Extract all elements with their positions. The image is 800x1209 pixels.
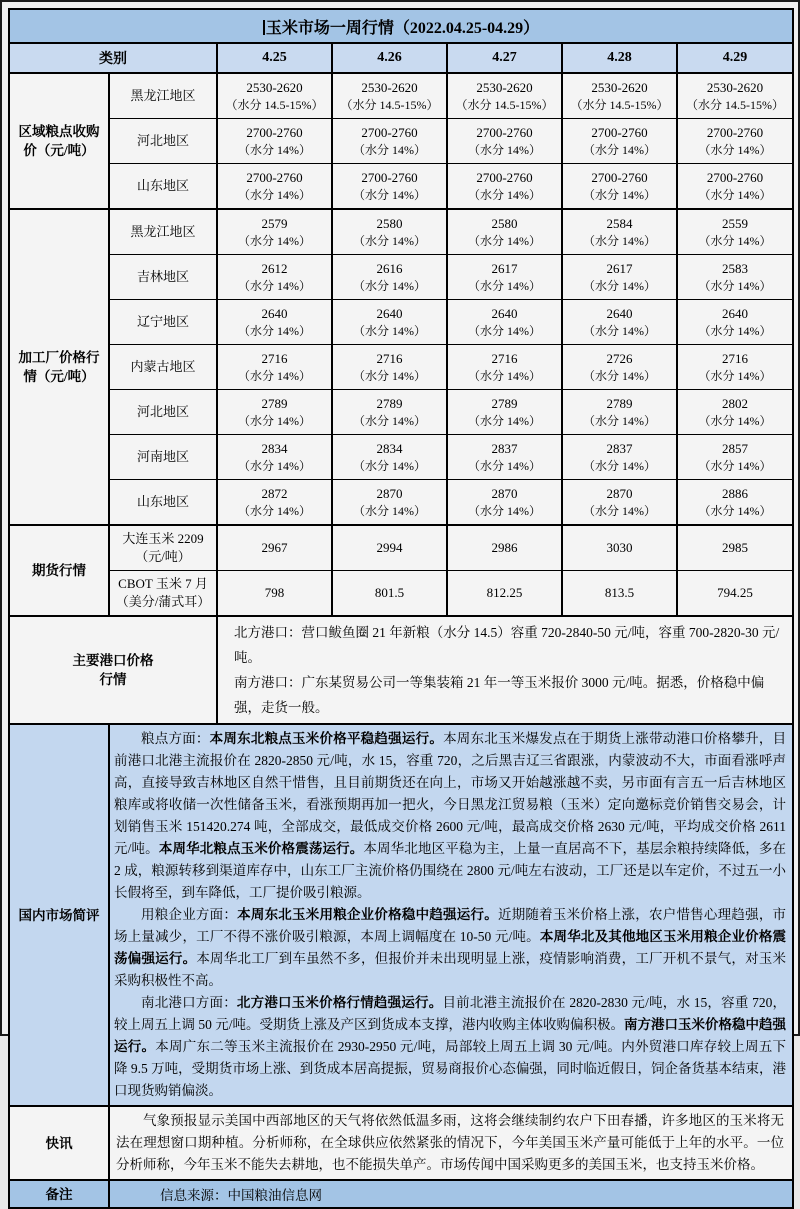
row-label: 河北地区	[109, 119, 217, 164]
row-label: 河南地区	[109, 435, 217, 480]
price-cell	[677, 571, 793, 617]
price-value: 2716	[722, 350, 749, 366]
price-cell	[217, 119, 332, 164]
price-cell	[562, 480, 677, 526]
row-label: 吉林地区	[109, 255, 217, 300]
price-value: 2985	[722, 540, 749, 555]
price-cell	[332, 164, 447, 210]
price-cell	[677, 164, 793, 210]
price-value: 2834	[261, 440, 288, 456]
price-value: 2612	[261, 260, 288, 276]
price-cell	[332, 435, 447, 480]
news-content-cell	[109, 1106, 793, 1180]
price-cell	[562, 390, 677, 435]
price-cell	[562, 525, 677, 571]
price-cell	[562, 571, 677, 617]
moisture-note: （水分 14%）	[468, 503, 541, 518]
moisture-note: （水分 14%）	[353, 368, 426, 383]
page-title-cell	[9, 9, 793, 43]
price-value: 2530-2620	[246, 79, 303, 95]
price-value: 2789	[261, 395, 288, 411]
moisture-note: （水分 14%）	[698, 368, 772, 383]
date-header: 4.25	[217, 43, 332, 73]
price-cell	[677, 435, 793, 480]
table-row	[9, 255, 793, 300]
price-value: 2716	[491, 350, 518, 366]
row-label: 黑龙江地区	[109, 209, 217, 255]
price-cell	[217, 209, 332, 255]
moisture-note: （水分 14.5-15%）	[340, 97, 439, 112]
row-label: 黑龙江地区	[109, 73, 217, 119]
moisture-note: （水分 14%）	[238, 233, 311, 248]
date-header: 4.27	[447, 43, 562, 73]
table-row	[9, 435, 793, 480]
price-value: 2584	[606, 215, 633, 231]
price-value: 3030	[606, 540, 633, 555]
table-row	[9, 571, 793, 617]
price-cell	[447, 525, 562, 571]
row-label: CBOT 玉米 7 月（美分/蒲式耳）	[109, 571, 217, 617]
moisture-note: （水分 14%）	[698, 278, 772, 293]
section-label: 加工厂价格行情（元/吨）	[9, 209, 109, 525]
corn-weekly-price-table	[8, 8, 794, 1209]
price-cell	[332, 119, 447, 164]
price-value: 2700-2760	[706, 169, 764, 185]
price-value: 2580	[376, 215, 403, 231]
date-header: 4.26	[332, 43, 447, 73]
remark-content-cell	[109, 1180, 793, 1208]
moisture-note: （水分 14%）	[238, 503, 311, 518]
price-cell	[217, 571, 332, 617]
review-paragraphs	[114, 728, 786, 1102]
price-cell	[332, 255, 447, 300]
moisture-note: （水分 14%）	[583, 503, 656, 518]
price-value: 2870	[376, 485, 403, 501]
moisture-note: （水分 14%）	[238, 458, 311, 473]
table-row	[9, 345, 793, 390]
price-value: 2700-2760	[591, 124, 648, 140]
price-cell	[332, 571, 447, 617]
price-cell	[217, 300, 332, 345]
price-cell	[447, 571, 562, 617]
port-lines	[220, 618, 790, 722]
price-cell	[562, 435, 677, 480]
moisture-note: （水分 14%）	[238, 187, 311, 202]
moisture-note: （水分 14%）	[353, 233, 426, 248]
moisture-note: （水分 14%）	[583, 368, 656, 383]
review-section-label: 国内市场简评	[9, 724, 109, 1106]
moisture-note: （水分 14%）	[583, 458, 656, 473]
port-price-row	[9, 616, 793, 724]
moisture-note: （水分 14%）	[353, 503, 426, 518]
price-cell	[447, 300, 562, 345]
section-label: 期货行情	[9, 525, 109, 616]
price-cell	[447, 390, 562, 435]
moisture-note: （水分 14%）	[583, 323, 656, 338]
price-value: 2700-2760	[476, 124, 533, 140]
review-paragraph: 用粮企业方面：本周东北玉米用粮企业价格稳中趋强运行。近期随着玉米价格上涨，农户惜售心理趋强，市场上量减少，工厂不得不涨价吸引粮源，本周上调幅度在 10-50 元/吨。本周华北及其他地区玉米用粮企业价格震荡偏强运行。本周华北工厂到车虽然不多，但报价并未出现明显上涨，疫情影响消费，工厂开机不景气，对玉米采购积极性不高。	[114, 907, 787, 988]
moisture-note: （水分 14%）	[353, 142, 426, 157]
price-value: 2580	[491, 215, 518, 231]
price-cell	[447, 119, 562, 164]
review-paragraph: 粮点方面：本周东北粮点玉米价格平稳趋强运行。本周东北玉米爆发点在于期货上涨带动港口价格攀升，目前港口北港主流报价在 2820-2850 元/吨，水 15，容重 720，之后黑吉辽三省跟涨，内蒙波动不大，市面看涨呼声高，直接导致吉林地区自然干惜售，且目前期货还在向上，市场又开始越涨越不卖，另市面有言五一后吉林地区粮库或将收储一次性储备玉米，看涨预期再加一把火，今日黑龙江贸易粮（玉米）定向邀标竞价销售交易会，计划销售玉米 151420.274 吨，全部成交，最低成交价格 2600 元/吨，最高成交价格 2630 元/吨，平均成交价格 2611 元/吨。本周华北粮点玉米价格震荡运行。本周华北地区平稳为主，上量一直居高不下，基层余粮持续降低，多在 2 成，粮源转移到渠道库存中，山东工厂主流价格仍围绕在 2800 元/吨左右波动，工厂还是以车定价，不过五一小长假将至，到车降低，工厂提价吸引粮源。	[114, 731, 787, 900]
remark-row	[9, 1180, 793, 1208]
moisture-note: （水分 14%）	[698, 413, 772, 428]
price-cell	[677, 209, 793, 255]
price-value: 2986	[491, 540, 518, 555]
moisture-note: （水分 14.5-15%）	[570, 97, 669, 112]
price-value: 2583	[722, 260, 749, 276]
moisture-note: （水分 14%）	[698, 458, 772, 473]
row-label: 山东地区	[109, 164, 217, 210]
price-value: 2802	[722, 395, 749, 411]
price-cell	[562, 164, 677, 210]
price-cell	[447, 480, 562, 526]
table-row	[9, 480, 793, 526]
price-value: 2700-2760	[246, 169, 303, 185]
price-cell	[447, 164, 562, 210]
price-value: 2834	[376, 440, 403, 456]
moisture-note: （水分 14%）	[353, 278, 426, 293]
moisture-note: （水分 14%）	[238, 368, 311, 383]
price-value: 2700-2760	[361, 169, 418, 185]
moisture-note: （水分 14%）	[583, 233, 656, 248]
table-row	[9, 164, 793, 210]
moisture-note: （水分 14%）	[353, 458, 426, 473]
price-cell	[677, 390, 793, 435]
date-header: 4.29	[677, 43, 793, 73]
price-value: 2700-2760	[476, 169, 533, 185]
price-value: 812.25	[486, 585, 523, 600]
price-cell	[332, 73, 447, 119]
price-value: 2789	[606, 395, 633, 411]
row-label: 内蒙古地区	[109, 345, 217, 390]
moisture-note: （水分 14%）	[583, 413, 656, 428]
price-cell	[677, 73, 793, 119]
price-value: 2789	[376, 395, 403, 411]
price-value: 2640	[261, 305, 288, 321]
moisture-note: （水分 14%）	[468, 458, 541, 473]
table-row	[9, 209, 793, 255]
review-content-cell	[109, 724, 793, 1106]
port-line: 南方港口：广东某贸易公司一等集装箱 21 年一等玉米报价 3000 元/吨。据悉，价格稳中偏强，走货一般。	[234, 675, 765, 715]
moisture-note: （水分 14%）	[353, 187, 426, 202]
news-section-label: 快讯	[9, 1106, 109, 1180]
price-cell	[217, 480, 332, 526]
price-cell	[447, 209, 562, 255]
moisture-note: （水分 14%）	[468, 323, 541, 338]
price-cell	[562, 209, 677, 255]
price-value: 2726	[606, 350, 633, 366]
moisture-note: （水分 14%）	[698, 142, 772, 157]
price-cell	[447, 435, 562, 480]
moisture-note: （水分 14.5-15%）	[225, 97, 324, 112]
price-value: 2700-2760	[706, 124, 764, 140]
date-header: 4.28	[562, 43, 677, 73]
price-cell	[332, 345, 447, 390]
price-value: 2857	[722, 440, 749, 456]
price-cell	[332, 209, 447, 255]
price-cell	[562, 345, 677, 390]
moisture-note: （水分 14%）	[698, 503, 772, 518]
price-value: 2640	[722, 305, 749, 321]
port-section-label: 主要港口价格行情	[9, 616, 217, 724]
price-cell	[217, 73, 332, 119]
price-value: 2640	[376, 305, 403, 321]
price-cell	[677, 345, 793, 390]
price-value: 2837	[606, 440, 633, 456]
price-cell	[562, 255, 677, 300]
price-cell	[217, 390, 332, 435]
price-value: 2530-2620	[361, 79, 418, 95]
price-value: 2700-2760	[246, 124, 303, 140]
price-value: 2617	[491, 260, 518, 276]
price-cell	[217, 435, 332, 480]
moisture-note: （水分 14%）	[468, 413, 541, 428]
price-value: 2616	[376, 260, 403, 276]
moisture-note: （水分 14%）	[583, 187, 656, 202]
moisture-note: （水分 14%）	[468, 187, 541, 202]
moisture-note: （水分 14%）	[353, 323, 426, 338]
info-source-text: 信息来源：中国粮油信息网	[160, 1188, 322, 1203]
moisture-note: （水分 14.5-15%）	[686, 97, 785, 112]
table-row	[9, 525, 793, 571]
page-title: 玉米市场一周行情（2022.04.25-04.29）	[265, 19, 540, 37]
price-cell	[562, 119, 677, 164]
price-cell	[562, 300, 677, 345]
remark-section-label: 备注	[9, 1180, 109, 1208]
category-header: 类别	[9, 43, 217, 73]
price-cell	[332, 390, 447, 435]
price-cell	[447, 345, 562, 390]
row-label: 河北地区	[109, 390, 217, 435]
moisture-note: （水分 14.5-15%）	[455, 97, 554, 112]
review-paragraph: 南北港口方面：北方港口玉米价格行情趋强运行。目前北港主流报价在 2820-2830 元/吨，水 15，容重 720，较上周五上调 50 元/吨。受期货上涨及产区到货成本支撑，港内收购主体收购偏积极。南方港口玉米价格稳中趋强运行。本周广东二等玉米主流报价在 2930-2950 元/吨，局部较上周五上调 30 元/吨。内外贸港口库存较上周五下降 9.5 万吨，受期货市场上涨、到货成本居高提振，贸易商报价心态偏强，同时临近假日，饲企备货基本结束，港口现货购销偏淡。	[114, 995, 787, 1098]
price-cell	[677, 300, 793, 345]
table-row	[9, 390, 793, 435]
market-review-row	[9, 724, 793, 1106]
moisture-note: （水分 14%）	[583, 142, 656, 157]
price-cell	[447, 73, 562, 119]
price-value: 2716	[261, 350, 288, 366]
moisture-note: （水分 14%）	[583, 278, 656, 293]
table-row	[9, 300, 793, 345]
price-value: 2700-2760	[591, 169, 648, 185]
row-label: 山东地区	[109, 480, 217, 526]
price-cell	[677, 525, 793, 571]
price-cell	[217, 164, 332, 210]
title-row	[9, 9, 793, 43]
table-row	[9, 73, 793, 119]
price-value: 2870	[606, 485, 633, 501]
moisture-note: （水分 14%）	[468, 368, 541, 383]
moisture-note: （水分 14%）	[698, 323, 772, 338]
price-cell	[677, 480, 793, 526]
price-value: 794.25	[717, 585, 753, 600]
price-value: 2640	[491, 305, 518, 321]
price-cell	[217, 255, 332, 300]
price-cell	[217, 345, 332, 390]
price-value: 2530-2620	[591, 79, 648, 95]
price-value: 2837	[491, 440, 518, 456]
price-value: 2640	[606, 305, 633, 321]
price-value: 2870	[491, 485, 518, 501]
price-value: 2716	[376, 350, 403, 366]
price-cell	[447, 255, 562, 300]
port-content-cell	[217, 616, 793, 724]
moisture-note: （水分 14%）	[238, 142, 311, 157]
moisture-note: （水分 14%）	[468, 142, 541, 157]
moisture-note: （水分 14%）	[698, 187, 772, 202]
moisture-note: （水分 14%）	[238, 413, 311, 428]
moisture-note: （水分 14%）	[468, 278, 541, 293]
moisture-note: （水分 14%）	[238, 278, 311, 293]
price-value: 2789	[491, 395, 518, 411]
price-cell	[332, 300, 447, 345]
price-value: 2700-2760	[361, 124, 418, 140]
price-value: 2886	[722, 485, 749, 501]
price-value: 2579	[261, 215, 288, 231]
table-row	[9, 119, 793, 164]
column-header-row	[9, 43, 793, 73]
moisture-note: （水分 14%）	[468, 233, 541, 248]
row-label: 大连玉米 2209（元/吨）	[109, 525, 217, 571]
price-value: 2559	[722, 215, 749, 231]
price-value: 2967	[261, 540, 288, 555]
price-cell	[677, 255, 793, 300]
price-value: 798	[264, 585, 285, 600]
price-cell	[332, 525, 447, 571]
price-value: 2994	[376, 540, 403, 555]
news-row	[9, 1106, 793, 1180]
moisture-note: （水分 14%）	[698, 233, 772, 248]
moisture-note: （水分 14%）	[238, 323, 311, 338]
news-text: 气象预报显示美国中西部地区的天气将依然低温多雨，这将会继续制约农户下田春播，许多地区的玉米将无法在理想窗口期种植。分析师称，在全球供应依然紧张的情况下，今年美国玉米产量可能低于上年的水平。一位分析师称，今年玉米不能失去耕地，也不能损失单产。市场传闻中国采购更多的美国玉米，也支持玉米价格。	[116, 1113, 785, 1172]
price-value: 813.5	[604, 585, 635, 600]
price-value: 801.5	[374, 585, 405, 600]
price-cell	[677, 119, 793, 164]
price-value: 2530-2620	[476, 79, 533, 95]
price-value: 2617	[606, 260, 633, 276]
price-cell	[217, 525, 332, 571]
price-value: 2530-2620	[706, 79, 764, 95]
section-label: 区域粮点收购价（元/吨）	[9, 73, 109, 209]
price-cell	[562, 73, 677, 119]
row-label: 辽宁地区	[109, 300, 217, 345]
price-value: 2872	[261, 485, 288, 501]
moisture-note: （水分 14%）	[353, 413, 426, 428]
price-cell	[332, 480, 447, 526]
text-cursor	[263, 20, 265, 35]
port-line: 北方港口：营口鲅鱼圈 21 年新粮（水分 14.5）容重 720-2840-50 元/吨，容重 700-2820-30 元/吨。	[234, 625, 780, 665]
